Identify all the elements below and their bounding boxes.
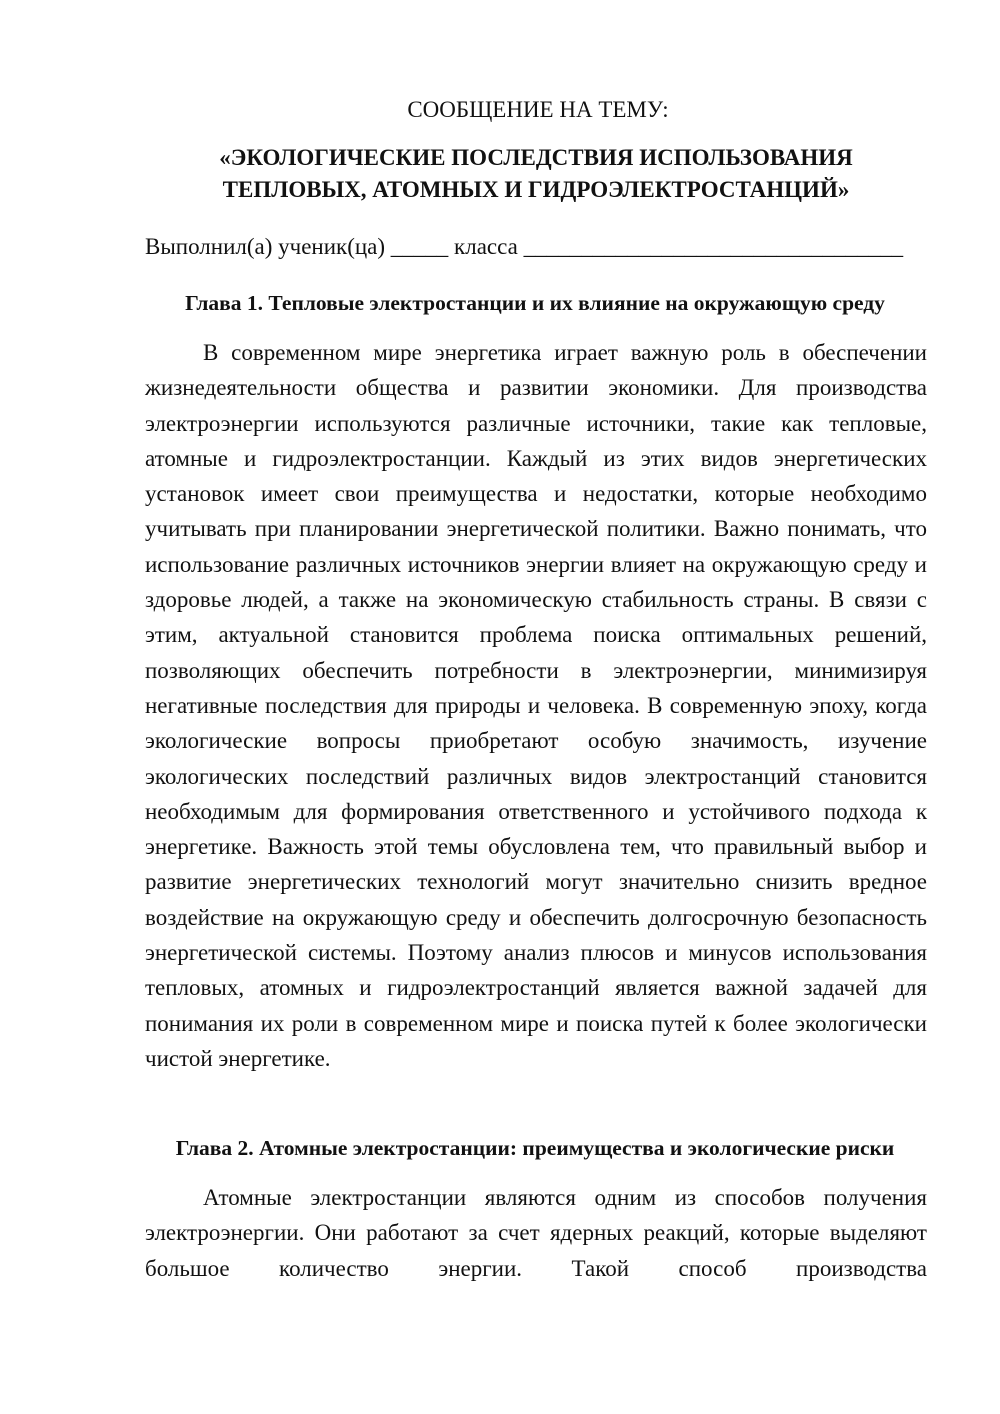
chapter-1-heading: Глава 1. Тепловые электростанции и их влияние на окружающую среду [185, 291, 885, 315]
document-title-line-2: ТЕПЛОВЫХ, АТОМНЫХ И ГИДРОЭЛЕКТРОСТАНЦИЙ» [222, 177, 850, 202]
chapter-1-paragraph: В современном мире энергетика играет важную роль в обеспечении жизнедеятельности общества и развитии экономики. Для производства электроэнергии используются различные источники, такие как тепловые, атомные и гидроэлектростанции. Каждый из этих видов энергетических установок имеет свои преимущества и недостатки, которые необходимо учитывать при планировании энергетической политики. Важно понимать, что использование различных источников энергии влияет на окружающую среду и здоровье людей, а также на экономическую стабильность страны. В связи с этим, актуальной становится проблема поиска оптимальных решений, позволяющих обеспечить потребности в электроэнергии, минимизируя негативные последствия для природы и человека. В современную эпоху, когда экологические вопросы приобретают особую значимость, изучение экологических последствий различных видов электростанций становится необходимым для формирования ответственного и устойчивого подхода к энергетике. Важность этой темы обусловлена тем, что правильный выбор и развитие энергетических технологий могут значительно снизить вредное воздействие на окружающую среду и обеспечить долгосрочную безопасность энергетической системы. Поэтому анализ плюсов и минусов использования тепловых, атомных и гидроэлектростанций является важной задачей для понимания их роли в современном мире и поиска путей к более экологически чистой энергетике. [145, 340, 927, 1071]
document-type: СООБЩЕНИЕ НА ТЕМУ: [407, 97, 669, 122]
chapter-2-heading: Глава 2. Атомные электростанции: преимущества и экологические риски [175, 1136, 895, 1160]
author-line: Выполнил(а) ученик(ца) _____ класса _________________________________ [145, 234, 904, 259]
chapter-2-paragraph: Атомные электростанции являются одним из способов получения электроэнергии. Они работают за счет ядерных реакций, которые выделяют большое количество энергии. Такой способ производства [145, 1185, 927, 1281]
document-title-line-1: «ЭКОЛОГИЧЕСКИЕ ПОСЛЕДСТВИЯ ИСПОЛЬЗОВАНИЯ [219, 145, 853, 170]
